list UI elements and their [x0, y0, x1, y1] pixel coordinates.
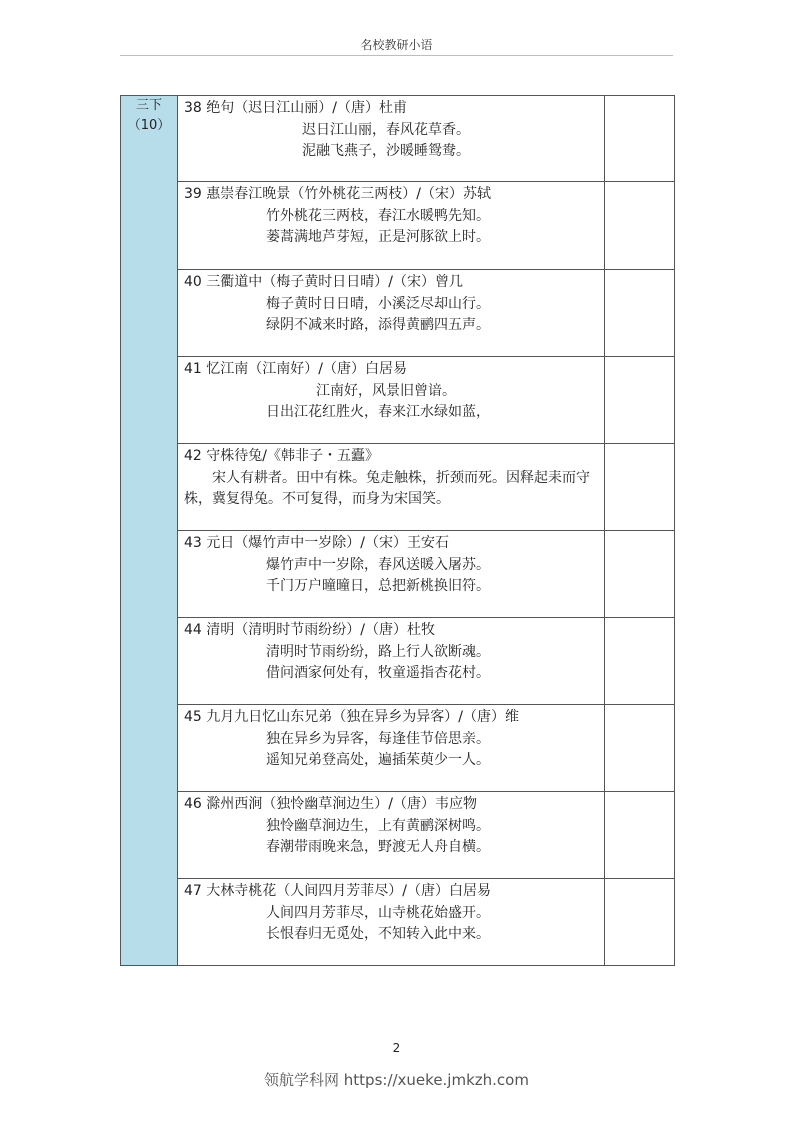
poem-row: [121, 531, 675, 618]
poem-row: [121, 879, 675, 966]
answer-cell: [605, 705, 675, 792]
poem-line: 独怜幽草涧边生，上有黄鹂深树鸣。: [266, 817, 490, 834]
poem-cell: [178, 705, 605, 792]
poem-line: 爆竹声中一岁除，春风送暖入屠苏。: [266, 556, 490, 573]
poem-row: [121, 618, 675, 705]
poem-title: 41 忆江南（江南好）/（唐）白居易: [184, 361, 407, 377]
poem-title: 43 元日（爆竹声中一岁除）/（宋）王安石: [184, 535, 449, 551]
poem-title: 47 大林寺桃花（人间四月芳菲尽）/（唐）白居易: [184, 883, 491, 899]
poem-title: 44 清明（清明时节雨纷纷）/（唐）杜牧: [184, 622, 435, 638]
poem-line: 遥知兄弟登高处，遍插茱萸少一人。: [266, 752, 490, 768]
poem-row: [121, 792, 675, 879]
poem-line: 日出江花红胜火，春来江水绿如蓝，: [266, 404, 490, 420]
poem-cell: [178, 444, 605, 531]
poem-line: 人间四月芳菲尽，山寺桃花始盛开。: [266, 904, 490, 921]
poem-line: 长恨春归无觅处，不知转入此中来。: [266, 926, 490, 942]
poem-cell: [178, 270, 605, 357]
poem-row: [121, 444, 675, 531]
poem-title: 40 三衢道中（梅子黄时日日晴）/（宋）曾几: [184, 274, 463, 290]
poem-row: [121, 96, 675, 182]
answer-cell: [605, 270, 675, 357]
poem-cell: [178, 182, 605, 270]
answer-cell: [605, 357, 675, 444]
poem-row: [121, 182, 675, 270]
poem-cell: [178, 618, 605, 705]
answer-cell: [605, 879, 675, 966]
grade-label: 三下: [135, 98, 162, 113]
poem-title: 39 惠崇春江晚景（竹外桃花三两枝）/（宋）苏轼: [184, 186, 491, 202]
page-header: 名校教研小语: [360, 38, 433, 52]
poem-row: [121, 270, 675, 357]
poem-cell: [178, 531, 605, 618]
answer-cell: [605, 531, 675, 618]
page-number: 2: [392, 1041, 401, 1055]
poem-line: 蒌蒿满地芦芽短，正是河豚欲上时。: [266, 229, 490, 245]
poem-line: 梅子黄时日日晴，小溪泛尽却山行。: [266, 295, 490, 312]
poem-prose: 宋人有耕者。田中有株。兔走触株，折颈而死。因释起耒而守株，冀复得兔。不可复得，而身为宋国笑。: [184, 469, 590, 507]
poem-line: 清明时节雨纷纷，路上行人欲断魂。: [266, 643, 490, 660]
poem-line: 泥融飞燕子，沙暖睡鸳鸯。: [302, 143, 470, 159]
footer-watermark: 领航学科网 https://xueke.jmkzh.com: [264, 1071, 529, 1089]
answer-cell: [605, 182, 675, 270]
poem-row: [121, 357, 675, 444]
poem-line: 千门万户曈曈日，总把新桃换旧符。: [266, 578, 490, 594]
poem-table: [120, 95, 675, 966]
grade-cell: [121, 96, 178, 966]
poem-line: 绿阴不减来时路，添得黄鹂四五声。: [266, 317, 490, 333]
poem-cell: [178, 879, 605, 966]
poem-line: 迟日江山丽，春风花草香。: [302, 121, 470, 138]
poem-line: 独在异乡为异客，每逢佳节倍思亲。: [266, 730, 490, 747]
header-divider: [120, 55, 673, 56]
answer-cell: [605, 96, 675, 182]
poem-title: 46 滁州西涧（独怜幽草涧边生）/（唐）韦应物: [184, 796, 477, 812]
poem-line: 春潮带雨晚来急，野渡无人舟自横。: [266, 839, 490, 855]
poem-title: 45 九月九日忆山东兄弟（独在异乡为异客）/（唐）维: [184, 709, 519, 725]
poem-title: 42 守株待兔/《韩非子・五蠹》: [184, 448, 379, 464]
answer-cell: [605, 444, 675, 531]
poem-line: 借问酒家何处有，牧童遥指杏花村。: [266, 665, 490, 681]
answer-cell: [605, 618, 675, 705]
poem-cell: [178, 357, 605, 444]
poem-cell: [178, 792, 605, 879]
poem-line: 竹外桃花三两枝，春江水暖鸭先知。: [266, 207, 490, 224]
poem-title: 38 绝句（迟日江山丽）/（唐）杜甫: [184, 100, 407, 116]
poem-cell: [178, 96, 605, 182]
grade-count: （10）: [127, 118, 171, 133]
poem-line: 江南好，风景旧曾谙。: [316, 382, 456, 399]
poem-row: [121, 705, 675, 792]
answer-cell: [605, 792, 675, 879]
